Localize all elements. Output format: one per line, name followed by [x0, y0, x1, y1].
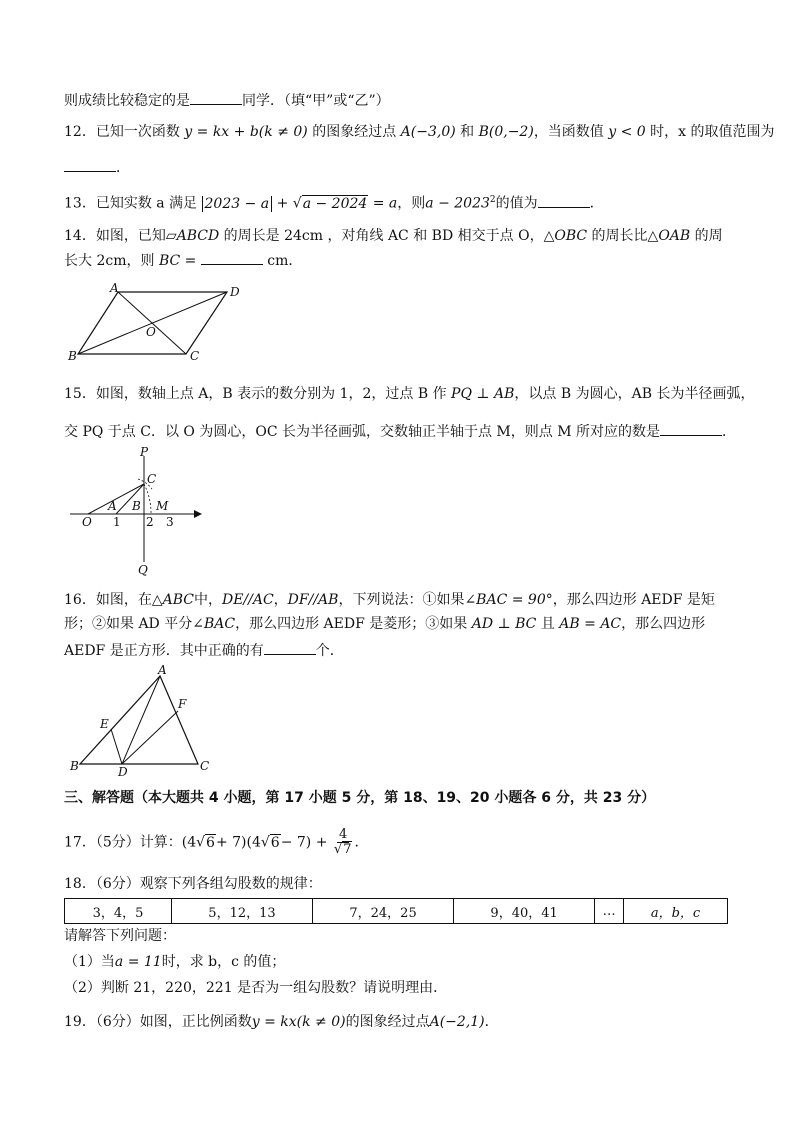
question-14-line2: 长大 2cm，则 BC = cm．: [64, 250, 302, 271]
table-cell: 3，4，5: [65, 899, 172, 924]
question-18: 18．（6分）观察下列各组勾股数的规律：: [64, 876, 322, 892]
label-e: E: [100, 717, 109, 731]
tick-2: 2: [146, 515, 154, 529]
table-cell: 9，40，41: [454, 899, 595, 924]
label-b: B: [68, 349, 77, 363]
arc-to-m: [144, 484, 151, 514]
question-18-part2: （2）判断 21，220，221 是否为一组勾股数？请说明理由．: [64, 980, 448, 996]
table-cell: 7，24，25: [313, 899, 454, 924]
segment-df: [122, 711, 178, 764]
answer-blank[interactable]: [660, 421, 722, 436]
label-b: B: [132, 499, 141, 513]
table-cell: 5，12，13: [171, 899, 312, 924]
question-19: 19．（6分）如图，正比例函数y = kx(k ≠ 0)的图象经过点A(−2,1)．: [64, 1014, 499, 1030]
square-root: a − 2024: [302, 195, 368, 212]
segment-de: [111, 729, 122, 764]
label-c: C: [190, 349, 200, 363]
label-q: Q: [138, 563, 148, 577]
label-d: D: [118, 765, 128, 779]
answer-blank[interactable]: [190, 90, 242, 105]
question-18-part1: （1）当a = 11时，求 b，c 的值；: [64, 954, 286, 970]
label-p: P: [140, 445, 149, 459]
pythagorean-triples-table: [64, 898, 728, 924]
question-13: 13．已知实数 a 满足 2023 − a + √a − 2024 = a，则$a - 2023^2$的值为 ．: [64, 190, 604, 214]
segment-ad: [122, 676, 160, 764]
absolute-value: 2023 − a: [202, 196, 273, 212]
question-16: 16．如图，在△ABC中，DE//AC，DF//AB，下列说法：①如果∠BAC = 90°，那么四边形 AEDF 是矩: [64, 592, 715, 608]
label-c: C: [147, 472, 157, 486]
answer-blank[interactable]: [201, 250, 263, 265]
question-15-line2: 交 PQ 于点 C．以 O 为圆心，OC 长为半径画弧，交数轴正半轴于点 M，则点 M 所对应的数是 ．: [64, 421, 736, 442]
label-f: F: [178, 697, 187, 711]
section-heading: 三、解答题（本大题共 4 小题，第 17 小题 5 分，第 18、19、20 小题各 6 分，共 23 分）: [64, 790, 656, 806]
triangle-abc: [80, 676, 198, 764]
answer-blank[interactable]: [64, 157, 116, 172]
question-12-answer: ．: [64, 157, 130, 178]
question-15: 15．如图，数轴上点 A，B 表示的数分别为 1，2，过点 B 作 PQ ⊥ AB，以点 B 为圆心，AB 长为半径画弧，: [64, 386, 755, 402]
label-d: D: [230, 285, 240, 299]
label-m: M: [156, 499, 169, 513]
table-cell: a，b，c: [624, 899, 728, 924]
figure-15-number-line: [66, 446, 206, 578]
answer-blank[interactable]: [264, 640, 316, 655]
tick-1: 1: [113, 515, 121, 529]
label-b: B: [70, 759, 79, 773]
label-c: C: [200, 759, 210, 773]
figure-16-triangle: [66, 663, 216, 779]
label-a: A: [110, 281, 119, 295]
question-18-prompt: 请解答下列问题：: [64, 928, 176, 944]
label-o: O: [146, 325, 156, 339]
answer-blank[interactable]: [538, 193, 590, 208]
question-16-line3: AEDF 是正方形．其中正确的有 个．: [64, 640, 344, 661]
fraction: $\frac{4}{√7}$: [333, 827, 352, 857]
figure-14-parallelogram: [62, 282, 262, 372]
question-12: 12．已知一次函数 y = kx + b(k ≠ 0) 的图象经过点 A(−3,0) 和 B(0,−2)，当函数值 y < 0 时，x 的取值范围为: [64, 124, 775, 140]
diagonal-bd: [78, 292, 227, 354]
question-17: 17．（5分）计算：(4√6+ 7)(4√6− 7) + $\frac{4}{√7}$ ．: [64, 827, 369, 857]
label-a: A: [108, 499, 117, 513]
question-16-line2: 形；②如果 AD 平分∠BAC，那么四边形 AEDF 是菱形；③如果 AD ⊥ BC 且 AB = AC，那么四边形: [64, 616, 706, 632]
question-14: 14．如图，已知▱ABCD 的周长是 24cm ，对角线 AC 和 BD 相交于点 O，△OBC 的周长比△OAB 的周: [64, 228, 723, 244]
label-o: O: [82, 515, 92, 529]
label-a: A: [158, 663, 167, 677]
tick-3: 3: [166, 515, 174, 529]
axis-arrow: [194, 510, 202, 518]
table-cell: …: [595, 899, 624, 924]
q11-tail: 则成绩比较稳定的是 同学．（填“甲”或“乙”）: [64, 90, 390, 111]
